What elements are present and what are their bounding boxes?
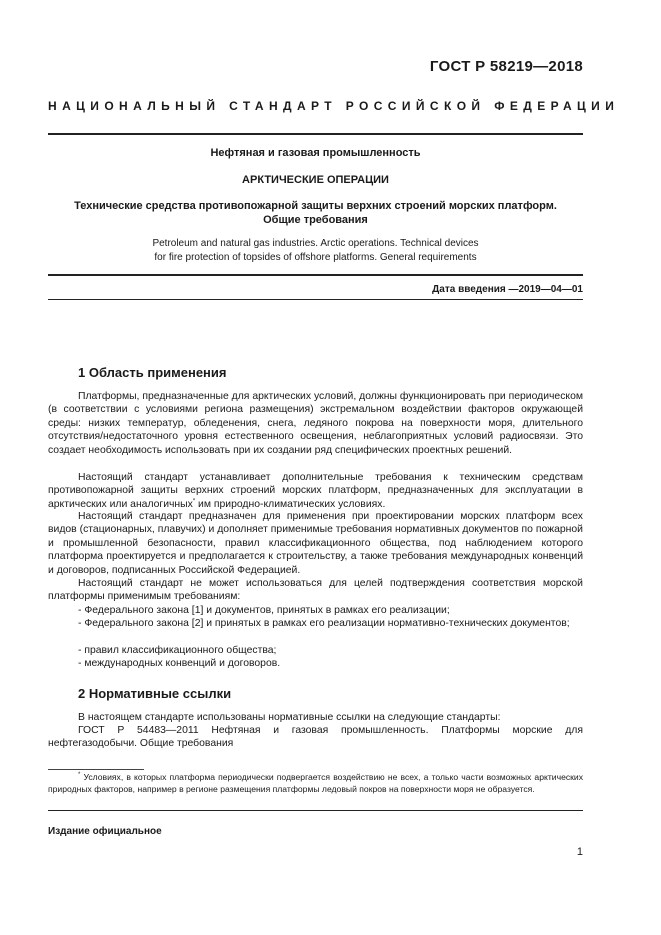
- list-item: - международных конвенций и договоров.: [78, 658, 281, 669]
- title-ru-line-1: Технические средства противопожарной защиты верхних строений морских платформ.: [74, 200, 557, 212]
- section-1-paragraph-1: Платформы, предназначенные для арктических условий, должны функционировать при периодическом (в соответствии с условиями региона размещения) экстремальном воздействии факторов окружающей среды: низких температур, обледенения, снега, ледяного покрова на поверхности моря, длительного отсутствия/недостаточного уровня естественного освещения, неблагоприятных условий радиосвязи. Это создает необходимость использовать при их создании ряд специфических проектных решений.: [48, 391, 583, 456]
- footnote-rule: [48, 769, 144, 770]
- date-rule: [48, 299, 583, 300]
- title-ru-line-2: Общие требования: [263, 214, 368, 226]
- section-1-paragraph-3: Настоящий стандарт предназначен для применения при проектировании морских платформ всех видов (стационарных, плавучих) и дополняет применимые требования нормативных документов по пожарной и промышленной безопасности, правил классификационного общества, под наблюдением которого платформа проектируется и предполагается к строительству, а также требования международных конвенций и договоров, подписанных Российской Федерацией.: [48, 511, 583, 576]
- section-title: АРКТИЧЕСКИЕ ОПЕРАЦИИ: [242, 174, 389, 186]
- introduction-date: Дата введения —2019—04—01: [432, 284, 583, 295]
- footnote-mark: *: [192, 498, 196, 505]
- footnote-mark: *: [78, 772, 81, 779]
- standard-title-en: [48, 237, 583, 265]
- title-en-line-1: Petroleum and natural gas industries. Arctic operations. Technical devices: [152, 238, 479, 249]
- section-2-paragraph-1: В настоящем стандарте использованы нормативные ссылки на следующие стандарты:: [78, 712, 501, 723]
- document-number: ГОСТ Р 58219—2018: [429, 58, 583, 75]
- list-item: - правил классификационного общества;: [78, 645, 277, 656]
- official-edition-label: Издание официальное: [48, 826, 162, 837]
- header-rule: [48, 133, 583, 135]
- section-2-heading: 2 Нормативные ссылки: [78, 686, 232, 701]
- national-standard-banner: НАЦИОНАЛЬНЫЙ СТАНДАРТ РОССИЙСКОЙ ФЕДЕРАЦИИ: [48, 99, 620, 113]
- standard-title-ru: [48, 199, 583, 227]
- footnote: * Условиях, в которых платформа периодически подвергается воздействию не всех, а только части возможных арктических природных факторов, например в регионе размещения платформы ледовый покров на поверхности моря не образуется.: [48, 772, 583, 794]
- section-1-heading: 1 Область применения: [78, 365, 227, 380]
- section-1-paragraph-2: Настоящий стандарт устанавливает дополнительные требования к техническим средствам противопожарной защиты верхних строений морских платформ, предназначенных для эксплуатации в арктических или аналогичных* им природно-климатических условиях.: [48, 472, 583, 510]
- section-1-paragraph-4: Настоящий стандарт не может использоваться для целей подтверждения соответствия морской платформы применимым требованиям:: [48, 578, 583, 603]
- list-item: - Федерального закона [1] и документов, принятых в рамках его реализации;: [78, 605, 450, 616]
- industry-title: Нефтяная и газовая промышленность: [210, 147, 421, 159]
- list-item: - Федерального закона [2] и принятых в рамках его реализации нормативно-технических документов;: [78, 618, 570, 629]
- title-rule: [48, 274, 583, 276]
- page-number: 1: [576, 846, 583, 858]
- section-2-paragraph-2: ГОСТ Р 54483—2011 Нефтяная и газовая промышленность. Платформы морские для нефтегазодобычи. Общие требования: [48, 725, 583, 750]
- footer-rule: [48, 810, 583, 811]
- title-en-line-2: for fire protection of topsides of offshore platforms. General requirements: [154, 252, 477, 263]
